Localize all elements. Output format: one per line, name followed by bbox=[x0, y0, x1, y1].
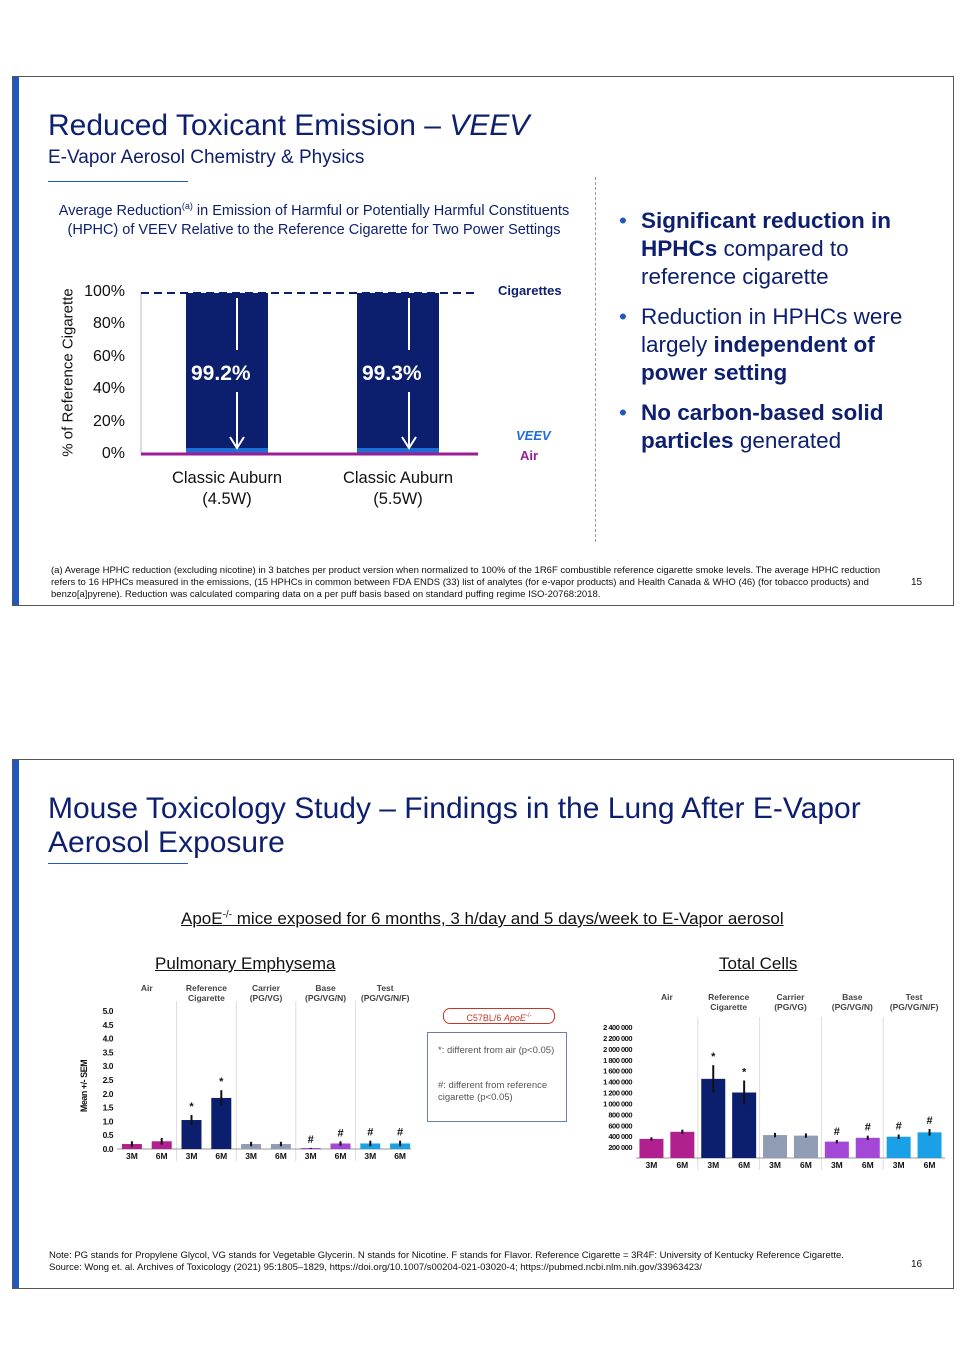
bullet-lead: Reduction in HPHCs were largely bbox=[641, 304, 903, 357]
y-tick-label: 400 000 bbox=[608, 1132, 632, 1142]
y-tick-label: 4.0 bbox=[102, 1033, 113, 1044]
chart-heading bbox=[33, 197, 595, 240]
x-tick-label: 6M bbox=[923, 1160, 936, 1170]
y-tick-label: 3.5 bbox=[102, 1047, 113, 1058]
x-tick-label: 6M bbox=[155, 1151, 168, 1161]
heading-sup: (a) bbox=[181, 201, 193, 211]
y-tick-label: 1.5 bbox=[102, 1102, 113, 1113]
x-tick-label: 6M bbox=[334, 1151, 347, 1161]
heading-part-2: in Emission of Harmful or Potentially Harmful Constituents bbox=[192, 202, 570, 219]
y-tick: 20% bbox=[92, 413, 125, 430]
y-tick: 100% bbox=[84, 283, 125, 300]
footnote: (a) Average HPHC reduction (excluding nicotine) in 3 batches per product version when normalized to 100% of the 1R6F combustible reference cigarette smoke levels. The average HPHC reduction refers to 16 HPHCs measured in the emissions, (15 HPHCs in common between FDA ENDS (33) list of analytes (for e-vapor products) and Health Canada & WHO (46) (for tobacco products) and benzo[a]pyrene). Reduction was calculated comparing data on a per puff basis based on standard puffing regime ISO-20768:2018. bbox=[51, 565, 881, 600]
significance-mark: * bbox=[189, 1101, 194, 1114]
y-tick-label: 800 000 bbox=[608, 1110, 632, 1120]
data-bar bbox=[794, 1136, 818, 1158]
group-label: Reference bbox=[185, 983, 227, 993]
significance-mark: # bbox=[926, 1115, 933, 1128]
group-label: Carrier bbox=[776, 992, 805, 1002]
bullet-bold: Significant reduction in HPHCs bbox=[641, 208, 892, 261]
x-tick-label: 3M bbox=[707, 1160, 720, 1170]
title-underline bbox=[48, 181, 188, 182]
category-line: (5.5W) bbox=[373, 490, 423, 508]
strain-text: C57BL/6 bbox=[466, 1013, 504, 1023]
bullet-item bbox=[641, 207, 919, 291]
slide-accent-bar bbox=[13, 77, 19, 605]
x-tick-label: 3M bbox=[125, 1151, 138, 1161]
y-tick-label: 3.0 bbox=[102, 1061, 113, 1072]
bullet-item bbox=[641, 303, 919, 387]
y-tick-label: 1 200 000 bbox=[603, 1088, 632, 1098]
x-tick-label: 3M bbox=[892, 1160, 905, 1170]
y-tick-label: 2.0 bbox=[102, 1088, 113, 1099]
group-label: Test bbox=[905, 992, 923, 1002]
total-cells-chart bbox=[579, 986, 949, 1176]
x-tick-label: 6M bbox=[676, 1160, 689, 1170]
bullet-bold: independent of power setting bbox=[641, 332, 875, 385]
x-tick-label: 6M bbox=[800, 1160, 812, 1170]
group-label: (PG/VG/N/F) bbox=[889, 1002, 939, 1012]
category-line: (4.5W) bbox=[202, 490, 252, 508]
significance-mark: # bbox=[337, 1127, 344, 1140]
significance-mark: # bbox=[833, 1125, 840, 1138]
slide-subtitle: E-Vapor Aerosol Chemistry & Physics bbox=[48, 147, 365, 168]
slide-16 bbox=[12, 759, 954, 1289]
legend-star: *: different from air (p<0.05) bbox=[438, 1045, 555, 1056]
reduction-chart bbox=[133, 282, 493, 472]
group-label: Cigarette bbox=[710, 1002, 748, 1012]
data-bar bbox=[763, 1135, 787, 1158]
legend-hash: #: different from reference cigarette (p<0.05) bbox=[438, 1080, 548, 1103]
group-label: Air bbox=[660, 992, 673, 1002]
significance-mark: # bbox=[307, 1133, 314, 1146]
y-tick: 60% bbox=[92, 348, 125, 365]
strain-badge bbox=[443, 1008, 555, 1024]
study-sup: -/- bbox=[222, 909, 233, 921]
x-tick-label: 6M bbox=[861, 1160, 874, 1170]
y-tick: 0% bbox=[101, 445, 125, 462]
y-tick: 80% bbox=[92, 315, 125, 332]
x-tick-label: 3M bbox=[304, 1151, 317, 1161]
legend-veev: VEEV bbox=[516, 428, 551, 443]
y-tick-label: 2 200 000 bbox=[603, 1033, 632, 1043]
title-italic: VEEV bbox=[449, 109, 530, 142]
page-number: 16 bbox=[911, 1259, 923, 1270]
y-tick-label: 1 600 000 bbox=[603, 1066, 632, 1076]
study-description bbox=[181, 909, 784, 929]
y-tick-label: 5.0 bbox=[102, 1006, 113, 1016]
data-bar bbox=[639, 1139, 663, 1158]
group-label: (PG/VG/N) bbox=[305, 993, 347, 1003]
x-tick-label: 6M bbox=[394, 1151, 407, 1161]
slide-title bbox=[48, 792, 861, 860]
y-tick-label: 2.5 bbox=[102, 1075, 113, 1085]
x-tick-label: 3M bbox=[769, 1160, 781, 1170]
x-tick-label: 3M bbox=[185, 1151, 198, 1161]
group-label: Carrier bbox=[252, 983, 280, 993]
title-line: Aerosol Exposure bbox=[48, 826, 285, 859]
x-tick-label: 3M bbox=[645, 1160, 658, 1170]
heading-part-3: (HPHC) of VEEV Relative to the Reference Cigarette for Two Power Settings bbox=[67, 221, 561, 238]
y-tick-label: 2 000 000 bbox=[603, 1044, 632, 1054]
emphysema-chart bbox=[61, 978, 411, 1172]
group-label: Base bbox=[842, 992, 863, 1002]
note-line: Note: PG stands for Propylene Glycol, VG stands for Vegetable Glycerin. N stands for Nicotine. F stands for Flavor. Reference Cigarette = 3R4F: University of Kentucky Reference Cigarette. bbox=[49, 1250, 844, 1261]
y-tick-label: 1 400 000 bbox=[603, 1077, 632, 1087]
significance-mark: # bbox=[367, 1126, 374, 1139]
bullet-rest: generated bbox=[733, 428, 842, 453]
group-label: Air bbox=[140, 983, 153, 993]
x-tick-label: 3M bbox=[830, 1160, 843, 1170]
heading-part-1: Average Reduction bbox=[58, 202, 182, 219]
x-tick-label: 6M bbox=[215, 1151, 228, 1161]
veev-bar bbox=[186, 448, 268, 453]
category-line: Classic Auburn bbox=[342, 469, 454, 487]
significance-mark: * bbox=[219, 1076, 224, 1089]
bullet-bold: No carbon-based solid particles bbox=[641, 400, 884, 453]
y-tick-label: 1 000 000 bbox=[603, 1099, 632, 1109]
legend-cigarettes: Cigarettes bbox=[498, 283, 562, 298]
category-line: Classic Auburn bbox=[171, 469, 283, 487]
significance-legend bbox=[427, 1032, 567, 1122]
title-underline bbox=[48, 863, 188, 864]
group-label: (PG/VG/N) bbox=[831, 1002, 873, 1012]
data-bar bbox=[887, 1137, 911, 1158]
y-tick-label: 1 800 000 bbox=[603, 1055, 632, 1065]
page-number: 15 bbox=[911, 577, 923, 588]
significance-mark: # bbox=[895, 1120, 902, 1133]
bullet-item bbox=[641, 399, 919, 455]
y-tick-label: 200 000 bbox=[608, 1143, 632, 1153]
x-category-label bbox=[147, 468, 307, 510]
study-rest: mice exposed for 6 months, 3 h/day and 5 days/week to E-Vapor aerosol bbox=[232, 909, 784, 928]
slide-title bbox=[48, 109, 529, 143]
reduction-label: 99.2% bbox=[191, 362, 251, 385]
x-tick-label: 6M bbox=[274, 1151, 287, 1161]
x-category-label bbox=[318, 468, 478, 510]
strain-sup: -/- bbox=[525, 1013, 532, 1019]
bullet-rest: compared to reference cigarette bbox=[641, 236, 849, 289]
data-bar bbox=[918, 1132, 942, 1158]
data-bar bbox=[825, 1142, 849, 1158]
significance-mark: # bbox=[864, 1121, 871, 1134]
y-tick-label: 1.0 bbox=[102, 1116, 113, 1127]
strain-italic: ApoE bbox=[503, 1013, 526, 1023]
group-label: Test bbox=[376, 983, 394, 993]
reduction-label: 99.3% bbox=[362, 362, 422, 385]
data-bar bbox=[856, 1138, 880, 1158]
chart-title-total-cells: Total Cells bbox=[719, 954, 798, 973]
x-tick-label: 6M bbox=[738, 1160, 751, 1170]
y-tick: 40% bbox=[92, 380, 125, 397]
group-label: Base bbox=[315, 983, 336, 993]
y-tick-label: 2 400 000 bbox=[603, 1023, 632, 1032]
chart-title-emphysema: Pulmonary Emphysema bbox=[155, 954, 336, 973]
group-label: (PG/VG/N/F) bbox=[360, 993, 410, 1003]
column-divider bbox=[595, 177, 596, 542]
y-axis-label: Mean +/- SEM bbox=[79, 1059, 89, 1113]
significance-mark: * bbox=[711, 1051, 716, 1064]
group-label: (PG/VG) bbox=[249, 993, 283, 1003]
source-note bbox=[49, 1250, 909, 1274]
x-tick-label: 3M bbox=[364, 1151, 377, 1161]
group-label: Cigarette bbox=[187, 993, 225, 1003]
group-label: (PG/VG) bbox=[774, 1002, 807, 1012]
slide-15 bbox=[12, 76, 954, 606]
y-tick-label: 4.5 bbox=[102, 1019, 113, 1030]
y-tick-label: 0.5 bbox=[102, 1130, 113, 1141]
y-axis-label: % of Reference Cigarette bbox=[59, 288, 77, 457]
slide-accent-bar bbox=[13, 760, 19, 1288]
group-label: Reference bbox=[708, 992, 750, 1002]
note-line: Source: Wong et. al. Archives of Toxicology (2021) 95:1805–1829, https://doi.org/10.1007/s00204-021-03020-4; https://pubmed.ncbi.nlm.nih.gov/33963423/ bbox=[49, 1262, 702, 1273]
title-text: Reduced Toxicant Emission – bbox=[48, 109, 450, 142]
data-bar bbox=[670, 1132, 694, 1158]
veev-bar bbox=[357, 448, 439, 453]
study-prefix: ApoE bbox=[181, 909, 223, 928]
significance-mark: * bbox=[742, 1066, 747, 1079]
significance-mark: # bbox=[397, 1126, 404, 1139]
title-line: Mouse Toxicology Study – Findings in the Lung After E-Vapor bbox=[48, 792, 861, 825]
key-findings-list bbox=[619, 207, 919, 467]
legend-air: Air bbox=[520, 448, 539, 463]
y-tick-label: 600 000 bbox=[608, 1121, 632, 1131]
x-tick-label: 3M bbox=[245, 1151, 258, 1161]
y-tick-label: 0.0 bbox=[102, 1144, 113, 1154]
